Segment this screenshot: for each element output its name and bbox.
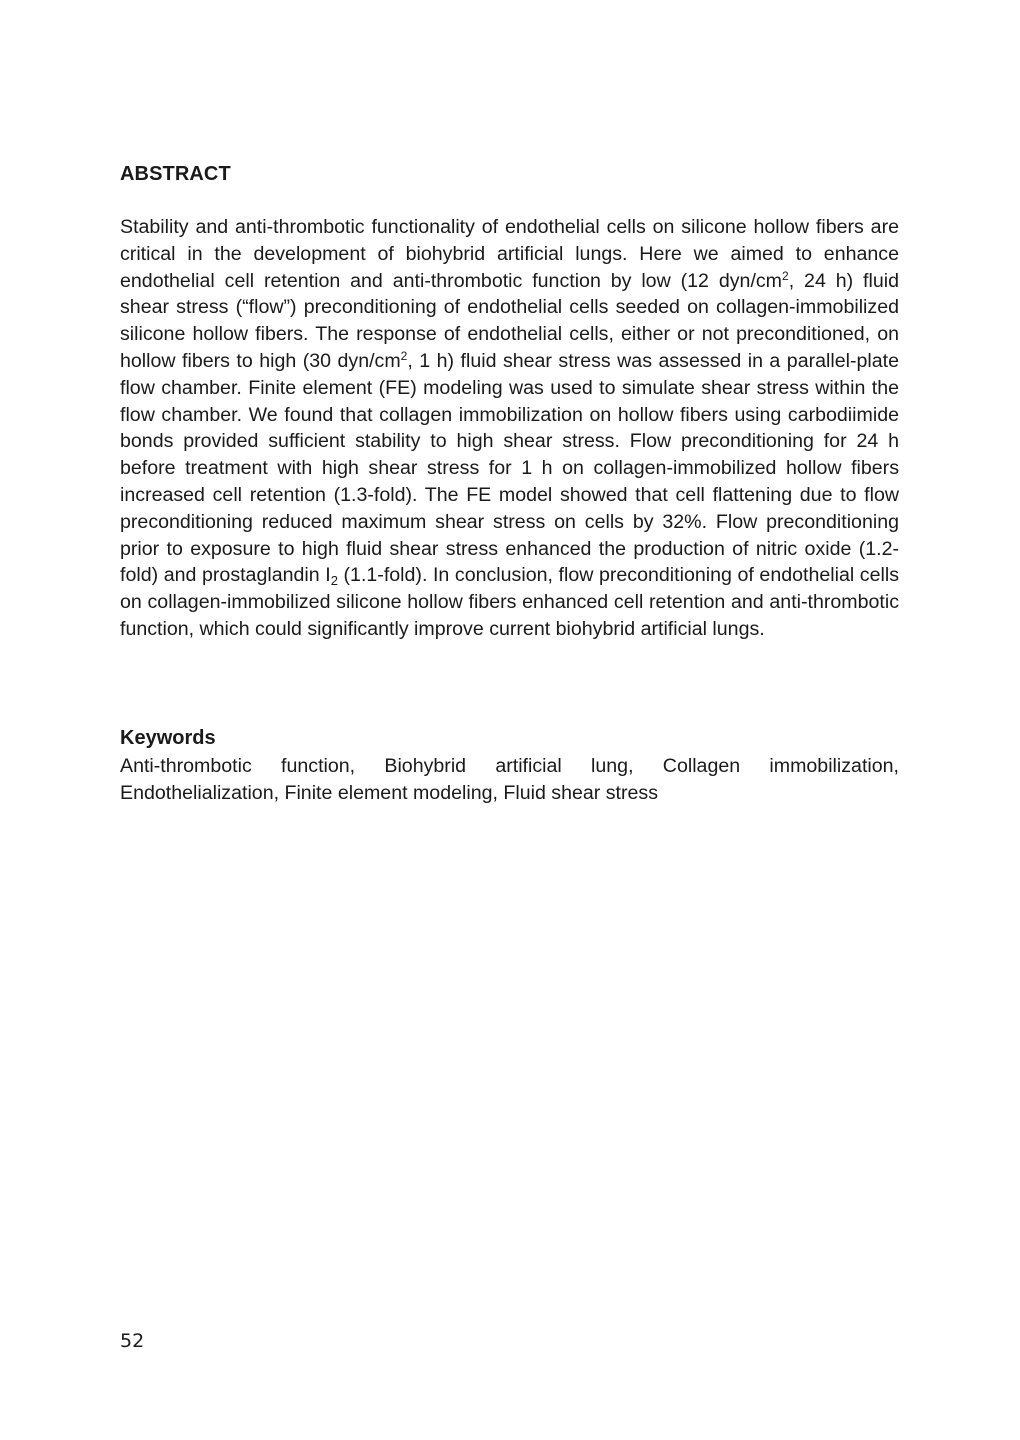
- keywords-list: Anti-thrombotic function, Biohybrid artificial lung, Collagen immobilization, Endothelialization, Finite element modeling, Fluid shear stress: [120, 755, 899, 804]
- abstract-paragraph: [120, 214, 899, 643]
- superscript-squared: 2: [400, 348, 408, 363]
- abstract-text-part-1: Stability and anti-thrombotic functionality of endothelial cells on silicone hollow fibers are critical in the development of biohybrid artificial lungs. Here we aimed to enhance endothelial cell retention and anti-thrombotic function by low (12 dyn/cm: [120, 216, 899, 292]
- abstract-heading: ABSTRACT: [120, 163, 231, 185]
- abstract-text-part-2: , 24 h) fluid shear stress (“flow”) preconditioning of endothelial cells seeded on collagen-immobilized silicone hollow fibers. The response of endothelial cells, either or not preconditioned, on hollow fibers to high (30 dyn/cm: [120, 269, 900, 372]
- subscript-two: 2: [330, 573, 338, 589]
- keywords-heading: Keywords: [120, 727, 216, 749]
- abstract-text-part-3: , 1 h) fluid shear stress was assessed in a parallel-plate flow chamber. Finite element (FE) modeling was used to simulate shear stress within the flow chamber. We found that collagen immobilization on hollow fibers using carbodiimide bonds provided sufficient stability to high shear stress. Flow preconditioning for 24 h before treatment with high shear stress for 1 h on collagen-immobilized hollow fibers increased cell retention (1.3-fold). The FE model showed that cell flattening due to flow preconditioning reduced maximum shear stress on cells by 32%. Flow preconditioning prior to exposure to high fluid shear stress enhanced the production of nitric oxide (1.2-fold) and prostaglandin I: [120, 349, 899, 587]
- superscript-squared: 2: [782, 268, 789, 283]
- abstract-text-part-4: (1.1-fold). In conclusion, flow preconditioning of endothelial cells on collagen-immobilized silicone hollow fibers enhanced cell retention and anti-thrombotic function, which could significantly improve current biohybrid artificial lungs.: [120, 564, 899, 640]
- page-number: 52: [120, 1330, 145, 1352]
